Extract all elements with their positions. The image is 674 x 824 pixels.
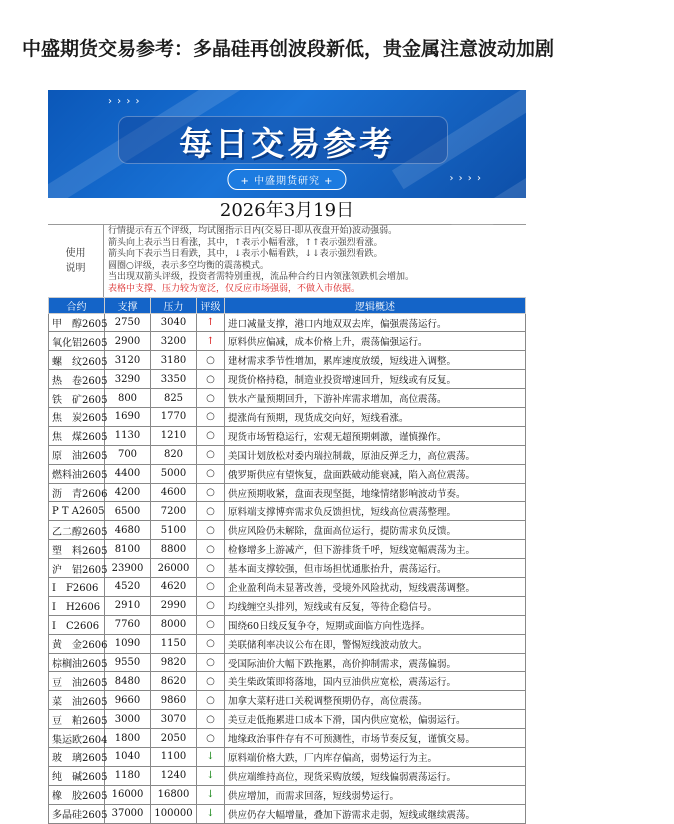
rating-cell: ○	[197, 578, 225, 597]
contract-cell: 塑 料2605	[49, 540, 105, 559]
contract-cell: 热 卷2605	[49, 370, 105, 389]
contract-cell: 豆 粕2605	[49, 710, 105, 729]
rating-cell: ↓	[197, 748, 225, 767]
rating-cell: ○	[197, 672, 225, 691]
rating-cell: ○	[197, 351, 225, 370]
rating-cell: ○	[197, 521, 225, 540]
support-cell: 3290	[105, 370, 151, 389]
contract-cell: 沥 青2606	[49, 483, 105, 502]
support-cell: 1130	[105, 426, 151, 445]
resistance-cell: 9820	[151, 653, 197, 672]
logic-cell: 均线缠空头排列，短线或有反复，等待企稳信号。	[225, 596, 526, 615]
support-cell: 2900	[105, 332, 151, 351]
logic-cell: 供应增加，而需求回落，短线弱势运行。	[225, 785, 526, 804]
contract-cell: 玻 璃2605	[49, 748, 105, 767]
logic-cell: 供应端维持高位，现货采购放缓，短线偏弱震荡运行。	[225, 766, 526, 785]
table-row	[49, 445, 526, 464]
resistance-cell: 2990	[151, 596, 197, 615]
resistance-cell: 1240	[151, 766, 197, 785]
logic-cell: 建材需求季节性增加，累库速度放缓，短线进入调整。	[225, 351, 526, 370]
resistance-cell: 1770	[151, 408, 197, 427]
resistance-cell: 3200	[151, 332, 197, 351]
logic-cell: 美生柴政策即将落地，国内豆油供应宽松，震荡运行。	[225, 672, 526, 691]
support-cell: 2910	[105, 596, 151, 615]
table-row	[49, 710, 526, 729]
support-cell: 2750	[105, 313, 151, 332]
support-cell: 8480	[105, 672, 151, 691]
table-row	[49, 540, 526, 559]
rating-cell: ○	[197, 426, 225, 445]
rating-cell: ↓	[197, 766, 225, 785]
logic-cell: 美豆走低拖累进口成本下滑，国内供应宽松，偏弱运行。	[225, 710, 526, 729]
page-title: 中盛期货交易参考：多晶硅再创波段新低，贵金属注意波动加剧	[22, 38, 555, 60]
rating-cell: ○	[197, 653, 225, 672]
table-row	[49, 464, 526, 483]
logic-cell: 美国计划放松对委内瑞拉制裁，原油反弹乏力，高位震荡。	[225, 445, 526, 464]
table-row	[49, 785, 526, 804]
support-cell: 16000	[105, 785, 151, 804]
resistance-cell: 3040	[151, 313, 197, 332]
contract-cell: Ⅰ H2606	[49, 596, 105, 615]
logic-cell: 供应预期收紧，盘面表现坚挺，地缘情绪影响波动节奏。	[225, 483, 526, 502]
resistance-cell: 2050	[151, 729, 197, 748]
rating-cell: ○	[197, 408, 225, 427]
logic-cell: 原料端支撑博弈需求负反馈担忧，短线高位震荡整理。	[225, 502, 526, 521]
contract-cell: 集运欧2604	[49, 729, 105, 748]
banner-subtitle: + 中盛期货研究 +	[227, 169, 346, 190]
resistance-cell: 3070	[151, 710, 197, 729]
logic-cell: 受国际油价大幅下跌拖累，高价抑制需求，震荡偏弱。	[225, 653, 526, 672]
resistance-cell: 7200	[151, 502, 197, 521]
trading-reference-card	[48, 90, 526, 822]
legend-line: 当出现双箭头评级，投资者需特别重视，流品种合约日内领涨领跌机会增加。	[108, 272, 415, 283]
table-row	[49, 691, 526, 710]
rating-cell: ○	[197, 389, 225, 408]
banner-arrows-bottom: › › › ›	[449, 173, 482, 184]
rating-cell: ↑	[197, 332, 225, 351]
contract-cell: 乙二醇2605	[49, 521, 105, 540]
rating-cell: ○	[197, 464, 225, 483]
contract-cell: 焦 炭2605	[49, 408, 105, 427]
contract-cell: 纯 碱2605	[49, 766, 105, 785]
resistance-cell: 4620	[151, 578, 197, 597]
table-row	[49, 672, 526, 691]
resistance-cell: 16800	[151, 785, 197, 804]
support-cell: 1800	[105, 729, 151, 748]
logic-cell: 基本面支撑较强，但市场担忧通胀抬升，震荡运行。	[225, 559, 526, 578]
table-row	[49, 634, 526, 653]
support-cell: 8100	[105, 540, 151, 559]
resistance-cell: 8620	[151, 672, 197, 691]
contract-cell: 菜 油2605	[49, 691, 105, 710]
table-row	[49, 804, 526, 823]
rating-cell: ↑	[197, 313, 225, 332]
header-rating: 评级	[197, 297, 225, 313]
table-row	[49, 653, 526, 672]
table-row	[49, 766, 526, 785]
rating-cell: ○	[197, 502, 225, 521]
contract-cell: Ⅰ C2606	[49, 615, 105, 634]
resistance-cell: 8800	[151, 540, 197, 559]
table-header-row	[49, 297, 526, 313]
support-cell: 7760	[105, 615, 151, 634]
rating-cell: ○	[197, 370, 225, 389]
rating-cell: ↓	[197, 785, 225, 804]
table-row	[49, 615, 526, 634]
rating-cell: ↓	[197, 804, 225, 823]
table-row	[49, 408, 526, 427]
logic-cell: 企业盈利尚未显著改善，受境外风险扰动，短线震荡调整。	[225, 578, 526, 597]
logic-cell: 检修增多上游减产，但下游排货千呼，短线宽幅震荡为主。	[225, 540, 526, 559]
resistance-cell: 26000	[151, 559, 197, 578]
trading-table	[48, 297, 526, 824]
contract-cell: Ⅰ F2606	[49, 578, 105, 597]
legend-line: 箭头向下表示当日看跌，其中，↓表示小幅看跌，↓↓表示强烈看跌。	[108, 249, 383, 260]
logic-cell: 供应仍存大幅增量，叠加下游需求走弱，短线或继续震荡。	[225, 804, 526, 823]
legend-warning: 表格中支撑、压力较为宽泛，仅反应市场强弱，不做入市依据。	[108, 283, 361, 294]
rating-cell: ○	[197, 634, 225, 653]
logic-cell: 原料供应偏减，成本价格上升，震荡偏强运行。	[225, 332, 526, 351]
contract-cell: 螺 纹2605	[49, 351, 105, 370]
table-row	[49, 426, 526, 445]
table-row	[49, 351, 526, 370]
rating-cell: ○	[197, 710, 225, 729]
logic-cell: 供应风险仍未解除，盘面高位运行，提防需求负反馈。	[225, 521, 526, 540]
logic-cell: 美联储利率决议公布在即，警惕短线波动放大。	[225, 634, 526, 653]
support-cell: 4680	[105, 521, 151, 540]
table-row	[49, 313, 526, 332]
support-cell: 3120	[105, 351, 151, 370]
contract-cell: 橡 胶2605	[49, 785, 105, 804]
banner-title: 每日交易参考	[179, 124, 395, 163]
support-cell: 37000	[105, 804, 151, 823]
support-cell: 23900	[105, 559, 151, 578]
support-cell: 800	[105, 389, 151, 408]
logic-cell: 原料端价格大跌，厂内库存偏高，弱势运行为主。	[225, 748, 526, 767]
rating-cell: ○	[197, 445, 225, 464]
contract-cell: 燃料油2605	[49, 464, 105, 483]
rating-cell: ○	[197, 596, 225, 615]
support-cell: 1090	[105, 634, 151, 653]
resistance-cell: 3350	[151, 370, 197, 389]
table-row	[49, 596, 526, 615]
resistance-cell: 820	[151, 445, 197, 464]
report-date: 2026年3月19日	[48, 198, 526, 224]
support-cell: 9660	[105, 691, 151, 710]
header-contract: 合约	[49, 297, 105, 313]
table-row	[49, 559, 526, 578]
support-cell: 700	[105, 445, 151, 464]
contract-cell: 多晶硅2605	[49, 804, 105, 823]
legend-label: 使用说明	[48, 225, 104, 297]
banner-arrows-top: › › › ›	[108, 96, 141, 107]
resistance-cell: 100000	[151, 804, 197, 823]
table-row	[49, 389, 526, 408]
resistance-cell: 3180	[151, 351, 197, 370]
support-cell: 1040	[105, 748, 151, 767]
contract-cell: 原 油2605	[49, 445, 105, 464]
legend-line: 圆圈○评级，表示多空均衡的震荡模式。	[108, 260, 269, 271]
rating-cell: ○	[197, 729, 225, 748]
rating-cell: ○	[197, 540, 225, 559]
support-cell: 9550	[105, 653, 151, 672]
resistance-cell: 1100	[151, 748, 197, 767]
table-row	[49, 370, 526, 389]
table-row	[49, 748, 526, 767]
resistance-cell: 4600	[151, 483, 197, 502]
contract-cell: 甲 醇2605	[49, 313, 105, 332]
legend-line: 箭头向上表示当日看涨，其中，↑表示小幅看涨，↑↑表示强烈看涨。	[108, 237, 383, 248]
contract-cell: 棕榈油2605	[49, 653, 105, 672]
support-cell: 3000	[105, 710, 151, 729]
rating-cell: ○	[197, 559, 225, 578]
contract-cell: 铁 矿2605	[49, 389, 105, 408]
support-cell: 4200	[105, 483, 151, 502]
support-cell: 1180	[105, 766, 151, 785]
banner	[48, 90, 526, 198]
resistance-cell: 9860	[151, 691, 197, 710]
header-resistance: 压力	[151, 297, 197, 313]
table-row	[49, 502, 526, 521]
rating-cell: ○	[197, 691, 225, 710]
resistance-cell: 825	[151, 389, 197, 408]
legend-line: 行情提示有五个评级，均试图指示日内(交易日-即从夜盘开始)波动强弱。	[108, 226, 398, 236]
resistance-cell: 5100	[151, 521, 197, 540]
resistance-cell: 5000	[151, 464, 197, 483]
logic-cell: 围绕60日线反复争夺，短期或面临方向性选择。	[225, 615, 526, 634]
table-row	[49, 332, 526, 351]
logic-cell: 铁水产量预期回升，下游补库需求增加，高位震荡。	[225, 389, 526, 408]
header-support: 支撑	[105, 297, 151, 313]
logic-cell: 现货价格持稳，制造业投资增速回升，短线或有反复。	[225, 370, 526, 389]
contract-cell: 沪 铝2605	[49, 559, 105, 578]
resistance-cell: 1210	[151, 426, 197, 445]
logic-cell: 进口减量支撑，港口内地双双去库，偏强震荡运行。	[225, 313, 526, 332]
support-cell: 1690	[105, 408, 151, 427]
rating-cell: ○	[197, 483, 225, 502]
logic-cell: 俄罗斯供应有望恢复，盘面跌破动能衰减，陷入高位震荡。	[225, 464, 526, 483]
contract-cell: 黄 金2606	[49, 634, 105, 653]
logic-cell: 地缘政治事件存有不可预测性，市场节奏反复，谨慎交易。	[225, 729, 526, 748]
table-row	[49, 521, 526, 540]
header-logic: 逻辑概述	[225, 297, 526, 313]
logic-cell: 现货市场暂稳运行，宏观无超预期刺激，谨慎操作。	[225, 426, 526, 445]
table-row	[49, 729, 526, 748]
support-cell: 4400	[105, 464, 151, 483]
logic-cell: 加拿大菜籽进口关税调整预期仍存，高位震荡。	[225, 691, 526, 710]
logic-cell: 提涨尚有预期，现货成交向好，短线看涨。	[225, 408, 526, 427]
table-row	[49, 483, 526, 502]
contract-cell: 焦 煤2605	[49, 426, 105, 445]
rating-cell: ○	[197, 615, 225, 634]
contract-cell: 豆 油2605	[49, 672, 105, 691]
contract-cell: P T A2605	[49, 502, 105, 521]
resistance-cell: 1150	[151, 634, 197, 653]
table-row	[49, 578, 526, 597]
resistance-cell: 8000	[151, 615, 197, 634]
contract-cell: 氧化铝2605	[49, 332, 105, 351]
support-cell: 6500	[105, 502, 151, 521]
support-cell: 4520	[105, 578, 151, 597]
